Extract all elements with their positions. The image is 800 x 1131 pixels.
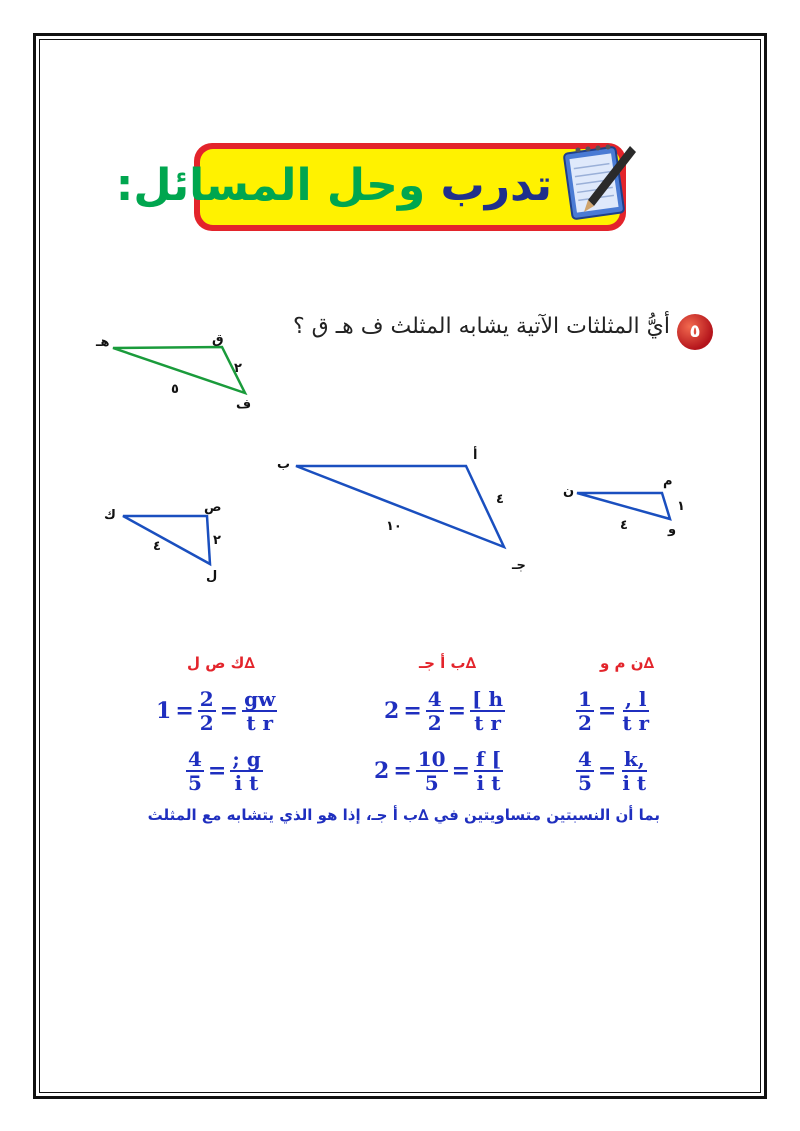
label-m: م: [663, 474, 673, 489]
fraction: $\frac{10}{5}$: [417, 747, 446, 795]
symbolic-fraction: $\frac{k,}{\text{i t}}$: [622, 747, 647, 795]
symbolic-fraction: $\frac{gw}{\text{t r}}$: [244, 687, 276, 735]
side-bj: ١٠: [386, 519, 402, 534]
label-l: ل: [206, 569, 218, 584]
col1-eq1: $\frac{1}{2}$ = $\frac{, l}{\text{t r}}$: [578, 687, 650, 735]
side-nw: ٤: [620, 518, 628, 533]
symbolic-fraction: $\frac{f [}{\text{i t}}$: [476, 747, 502, 795]
side-mw: ١: [677, 499, 685, 514]
side-aj: ٤: [496, 492, 504, 507]
triangle-fhq: [113, 347, 245, 393]
fraction: $\frac{1}{2}$: [578, 687, 592, 735]
fraction: $\frac{4}{2}$: [427, 687, 442, 735]
col2-eq2: 2 = $\frac{10}{5}$ = $\frac{f [}{\text{i t}}$: [374, 747, 502, 795]
col3-eq1: 1 = $\frac{2}{2}$ = $\frac{gw}{\text{t r}}$: [156, 687, 276, 735]
conclusion-text: بما أن النسبتين متساويتين في ∆ب أ جـ، إذا هو الذي يتشابه مع المثلث: [147, 806, 660, 824]
symbolic-fraction: $\frac{; g}{\text{i t}}$: [232, 747, 261, 795]
label-j: جـ: [512, 558, 526, 573]
symbolic-fraction: $\frac{, l}{\text{t r}}$: [622, 687, 650, 735]
col2-header: ∆ب أ جـ: [419, 654, 477, 672]
banner-title-part2: تدرب: [440, 160, 552, 211]
label-f: ف: [236, 397, 252, 412]
triangle-kcl: [123, 516, 210, 564]
side-hf: ٥: [171, 382, 179, 397]
fraction: $\frac{4}{5}$: [578, 747, 592, 795]
triangle-nmw: [577, 493, 670, 519]
label-h: هـ: [96, 335, 110, 350]
label-w: و: [668, 522, 677, 537]
col1-eq2: $\frac{4}{5}$ = $\frac{k,}{\text{i t}}$: [578, 747, 647, 795]
col3-header: ∆ك ص ل: [187, 654, 255, 672]
side-qf: ٢: [234, 361, 242, 376]
label-n: ن: [563, 484, 575, 499]
question-number-badge: ٥: [677, 314, 713, 350]
fraction: $\frac{4}{5}$: [188, 747, 202, 795]
col2-eq1: 2 = $\frac{4}{2}$ = $\frac{[ h}{\text{t r}}$: [384, 687, 504, 735]
side-cl: ٢: [213, 533, 221, 548]
question-text: أيُّ المثلثات الآتية يشابه المثلث ف هـ ق ؟: [292, 314, 670, 339]
label-q: ق: [212, 332, 224, 347]
triangle-baj: [296, 466, 504, 547]
col1-header: ∆ن م و: [600, 654, 655, 672]
label-a: أ: [473, 448, 478, 463]
fraction: $\frac{2}{2}$: [199, 687, 214, 735]
label-b: ب: [277, 457, 291, 472]
label-c: ص: [204, 500, 222, 515]
label-k: ك: [104, 508, 116, 523]
side-kl: ٤: [153, 539, 161, 554]
banner-title-part1: وحل المسائل:: [115, 160, 426, 211]
symbolic-fraction: $\frac{[ h}{\text{t r}}$: [472, 687, 504, 735]
col3-eq2: $\frac{4}{5}$ = $\frac{; g}{\text{i t}}$: [188, 747, 261, 795]
